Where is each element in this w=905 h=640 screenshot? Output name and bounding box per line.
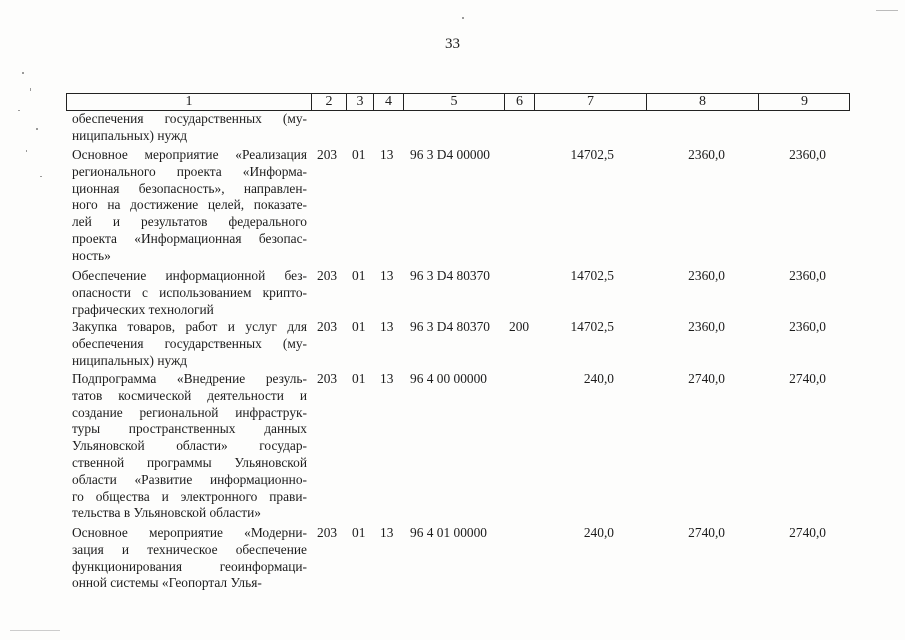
header-cell: 9 [758, 94, 850, 110]
table-header-row [66, 93, 850, 111]
code-subsection: 13 [380, 319, 394, 334]
code-subsection: 13 [380, 147, 394, 162]
amount-col7: 240,0 [583, 371, 614, 386]
code-section: 01 [352, 319, 366, 334]
scan-speckle [26, 150, 27, 152]
row-description: Обеспечение информационной без- опасности с использованием крипто- графических технологий [72, 268, 307, 317]
row-description: обеспечения государственных (му- ниципальных) нужд [72, 111, 307, 143]
header-cell: 3 [346, 94, 373, 110]
amount-col9: 2360,0 [789, 268, 826, 283]
code-section: 01 [352, 371, 366, 386]
target-article: 96 4 01 00000 [410, 525, 487, 540]
code-subsection: 13 [380, 371, 394, 386]
amount-col8: 2360,0 [688, 268, 725, 283]
amount-col7: 14702,5 [570, 319, 614, 334]
target-article: 96 3 D4 80370 [410, 268, 490, 283]
code-main: 203 [317, 147, 338, 162]
code-main: 203 [317, 525, 338, 540]
row-description: Закупка товаров, работ и услуг для обеспечения государственных (му- ниципальных) нужд [72, 319, 307, 368]
code-section: 01 [352, 268, 366, 283]
code-main: 203 [317, 371, 338, 386]
header-cell: 1 [185, 94, 193, 109]
scan-edge [10, 630, 60, 631]
target-article: 96 3 D4 80370 [410, 319, 490, 334]
code-section: 01 [352, 147, 366, 162]
header-cell: 6 [504, 94, 534, 110]
code-main: 203 [317, 319, 338, 334]
amount-col7: 14702,5 [570, 268, 614, 283]
scan-speckle [36, 128, 38, 130]
header-cell: 2 [311, 94, 346, 110]
code-subsection: 13 [380, 268, 394, 283]
row-description: Основное мероприятие «Реализация регионального проекта «Информа- ционная безопасность», направлен- ного на достижение целей, показате- лей и результатов федерального проекта «Информационная безопас- ность» [72, 147, 307, 263]
header-cell: 5 [403, 94, 504, 110]
code-subsection: 13 [380, 525, 394, 540]
scan-speckle [40, 176, 42, 177]
code-main: 203 [317, 268, 338, 283]
amount-col8: 2740,0 [688, 525, 725, 540]
scan-speckle [462, 17, 464, 19]
target-article: 96 4 00 00000 [410, 371, 487, 386]
amount-col8: 2360,0 [688, 147, 725, 162]
header-cell: 4 [373, 94, 403, 110]
amount-col9: 2360,0 [789, 147, 826, 162]
header-cell: 8 [646, 94, 758, 110]
scan-speckle [22, 72, 24, 74]
scan-edge [876, 10, 898, 11]
scan-speckle [30, 88, 31, 91]
code-section: 01 [352, 525, 366, 540]
row-description: Основное мероприятие «Модерни- зация и техническое обеспечение функционирования геоинформаци- онной системы «Геопортал Улья- [72, 525, 307, 591]
amount-col8: 2740,0 [688, 371, 725, 386]
amount-col9: 2360,0 [789, 319, 826, 334]
header-cell: 7 [534, 94, 646, 110]
amount-col8: 2360,0 [688, 319, 725, 334]
amount-col7: 14702,5 [570, 147, 614, 162]
target-article: 96 3 D4 00000 [410, 147, 490, 162]
amount-col7: 240,0 [583, 525, 614, 540]
expense-type: 200 [509, 319, 530, 334]
row-description: Подпрограмма «Внедрение резуль- татов космической деятельности и создание региональной инфраструк- туры пространственных данных Ульяновской области» государ- ственной программы Ульяновской области «Развитие информационно- го общества и электронного прави- тельства в Ульяновской области» [72, 371, 307, 521]
page-number: 33 [445, 36, 460, 52]
scan-speckle [18, 110, 20, 111]
amount-col9: 2740,0 [789, 371, 826, 386]
amount-col9: 2740,0 [789, 525, 826, 540]
